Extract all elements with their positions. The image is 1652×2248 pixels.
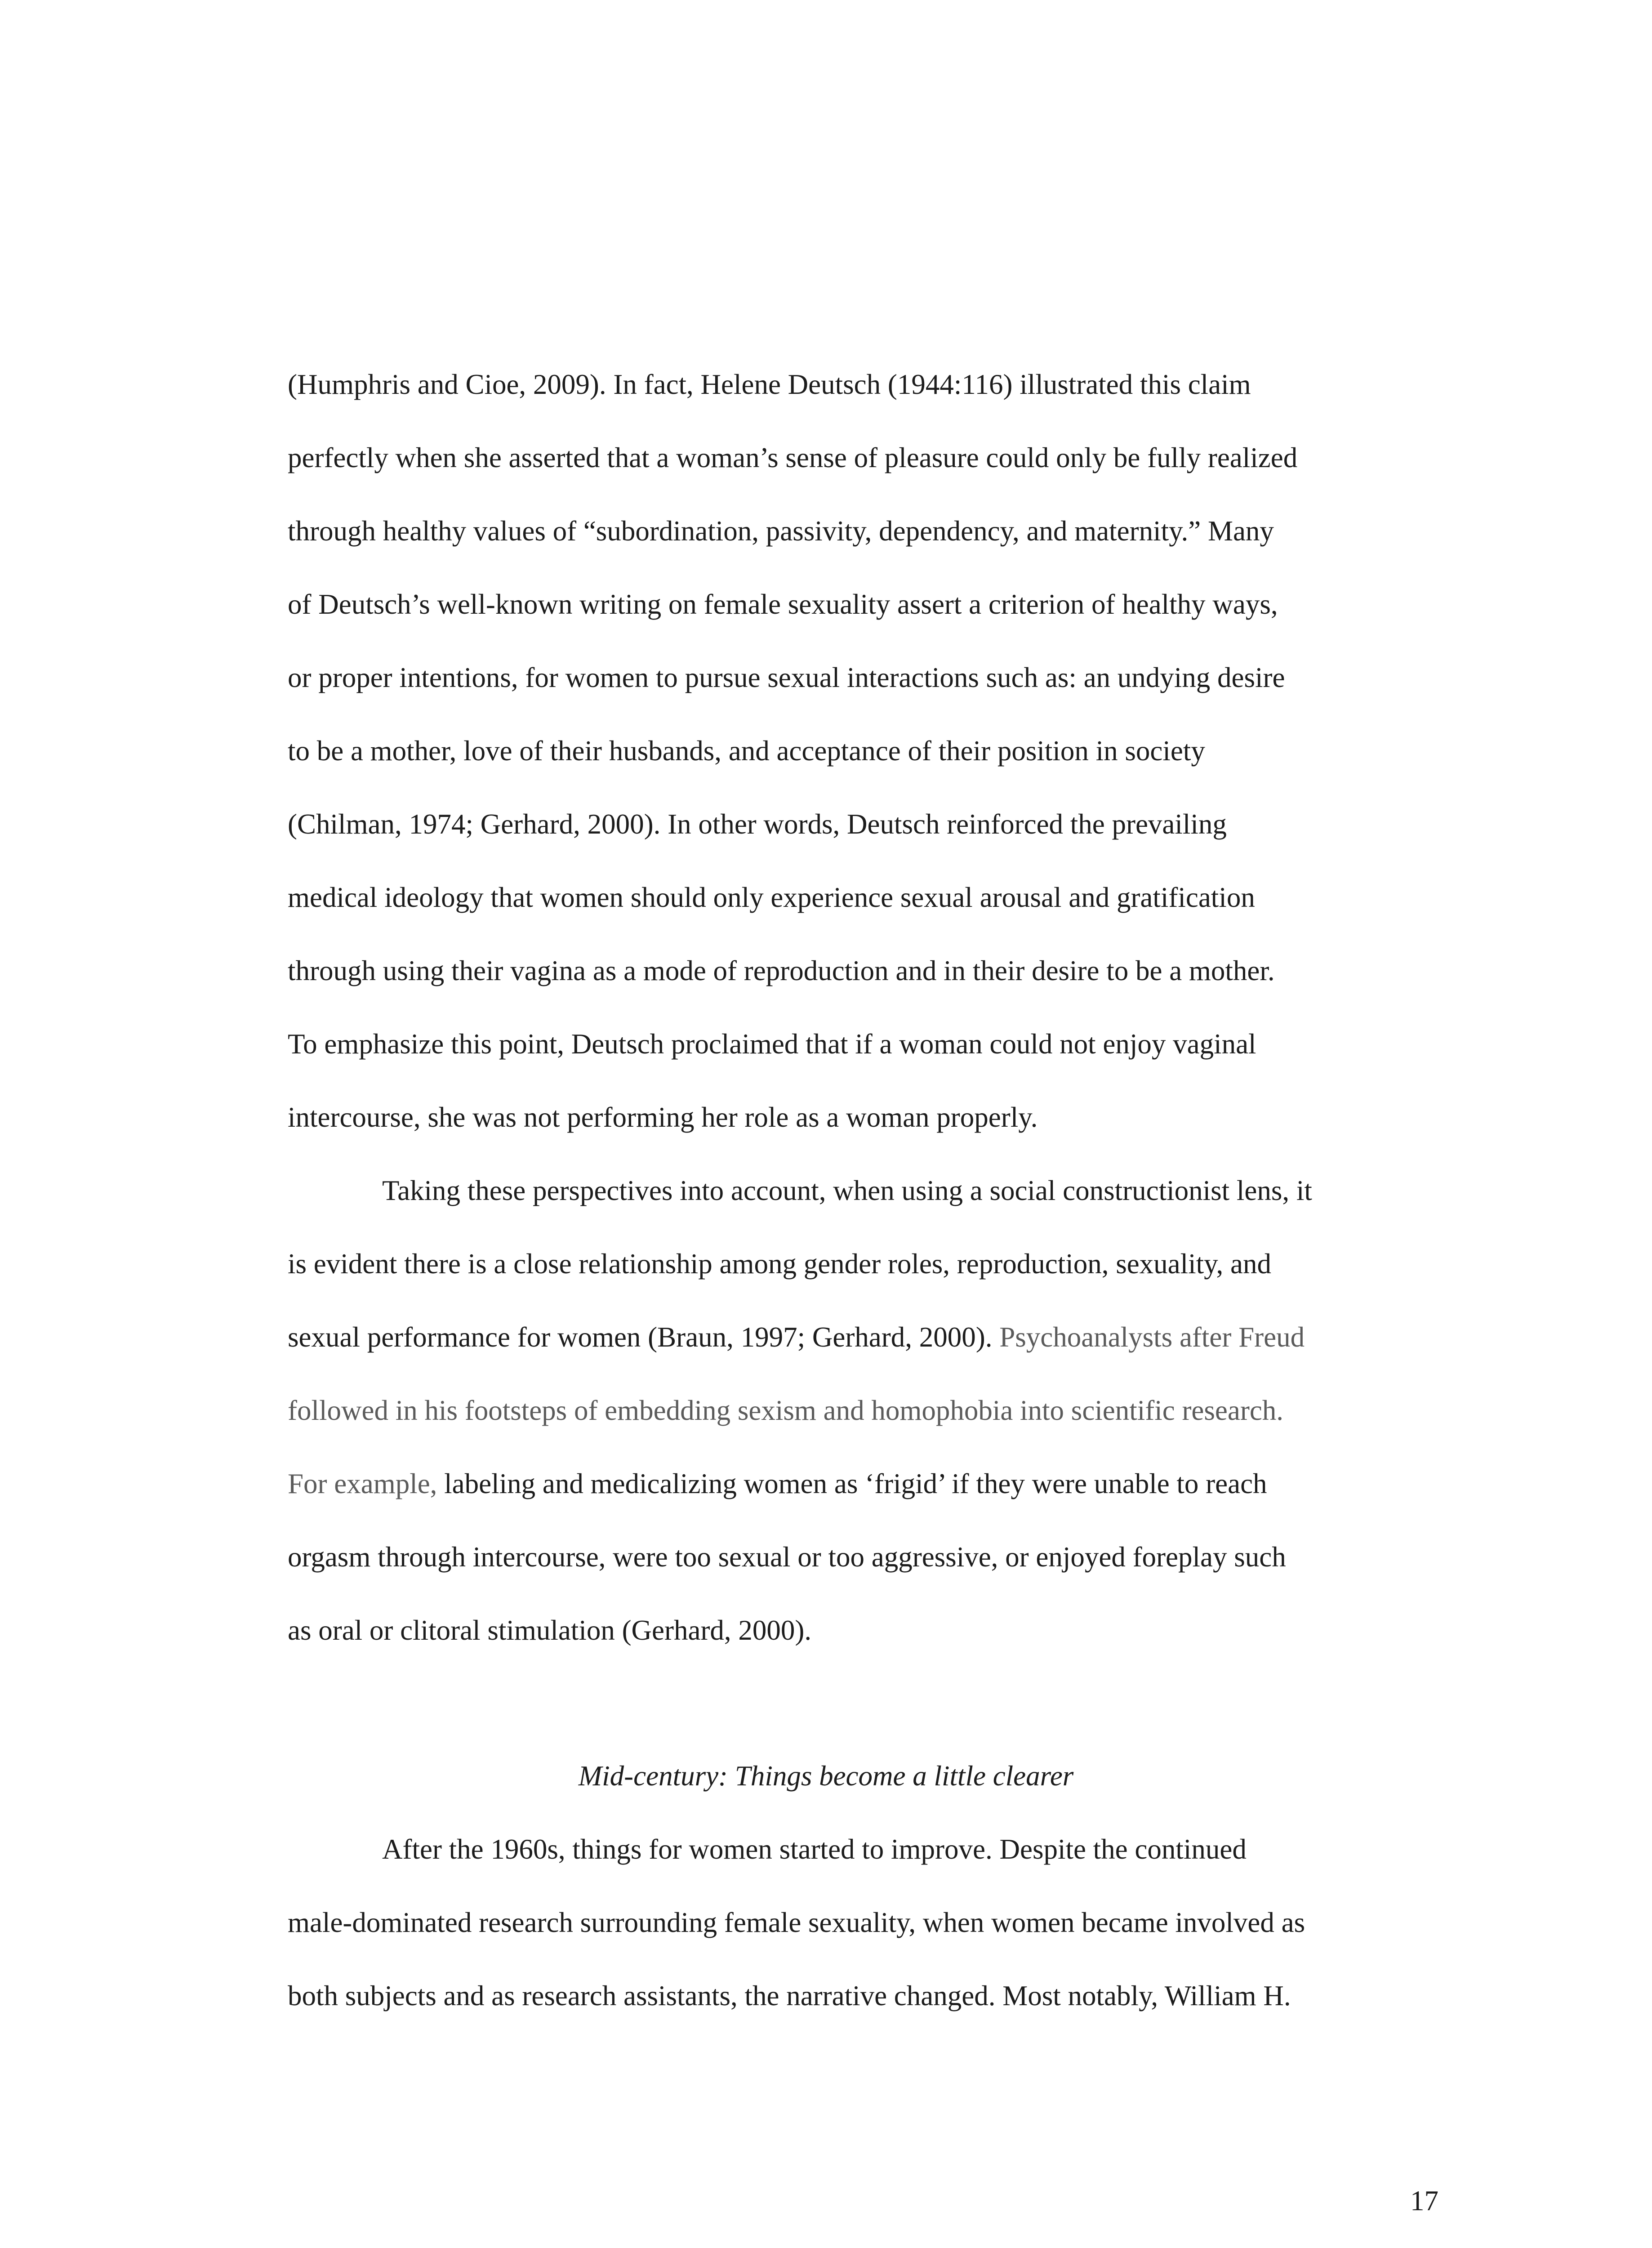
paragraph-1-line-11: intercourse, she was not performing her role as a woman properly. <box>288 1102 1038 1133</box>
paragraph-2-line-3 <box>288 1319 1305 1355</box>
paragraph-2-line-4: followed in his footsteps of embedding sexism and homophobia into scientific research. <box>288 1395 1284 1426</box>
highlighted-text: For example, <box>288 1468 445 1499</box>
paragraph-2-line-2: is evident there is a close relationship among gender roles, reproduction, sexuality, and <box>288 1248 1272 1280</box>
highlighted-text: Psychoanalysts after Freud <box>999 1321 1305 1353</box>
paragraph-1-line-8: medical ideology that women should only experience sexual arousal and gratification <box>288 882 1255 913</box>
paragraph-1-line-5: or proper intentions, for women to pursue sexual interactions such as: an undying desire <box>288 662 1285 693</box>
paragraph-2-line-5-text: labeling and medicalizing women as ‘frigid’ if they were unable to reach <box>444 1468 1267 1499</box>
paragraph-1-line-9: through using their vagina as a mode of reproduction and in their desire to be a mother. <box>288 955 1275 986</box>
paragraph-3-line-1: After the 1960s, things for women started to improve. Despite the continued <box>382 1833 1247 1865</box>
paragraph-2-line-1: Taking these perspectives into account, when using a social constructionist lens, it <box>382 1175 1312 1206</box>
paragraph-2-line-3-text: sexual performance for women (Braun, 1997; Gerhard, 2000). <box>288 1321 1000 1353</box>
section-heading: Mid-century: Things become a little clearer <box>578 1760 1074 1792</box>
paragraph-1-line-6: to be a mother, love of their husbands, and acceptance of their position in society <box>288 735 1205 767</box>
paragraph-3-line-2: male-dominated research surrounding female sexuality, when women became involved as <box>288 1907 1305 1938</box>
paragraph-1-line-10: To emphasize this point, Deutsch proclaimed that if a woman could not enjoy vaginal <box>288 1028 1256 1060</box>
paragraph-3-line-3: both subjects and as research assistants, the narrative changed. Most notably, William H. <box>288 1980 1291 2012</box>
paragraph-2-line-7: as oral or clitoral stimulation (Gerhard, 2000). <box>288 1615 812 1646</box>
paragraph-1-line-4: of Deutsch’s well-known writing on female sexuality assert a criterion of healthy ways, <box>288 589 1278 620</box>
paragraph-2-line-5 <box>288 1466 1267 1502</box>
paragraph-1-line-1: (Humphris and Cioe, 2009). In fact, Helene Deutsch (1944:116) illustrated this claim <box>288 369 1251 400</box>
paragraph-1-line-7: (Chilman, 1974; Gerhard, 2000). In other words, Deutsch reinforced the prevailing <box>288 808 1227 840</box>
paragraph-2-line-6: orgasm through intercourse, were too sexual or too aggressive, or enjoyed foreplay such <box>288 1541 1286 1573</box>
paragraph-1-line-2: perfectly when she asserted that a woman’s sense of pleasure could only be fully realized <box>288 442 1298 473</box>
page-number: 17 <box>1410 2185 1438 2217</box>
paragraph-1-line-3: through healthy values of “subordination, passivity, dependency, and maternity.” Many <box>288 515 1274 547</box>
